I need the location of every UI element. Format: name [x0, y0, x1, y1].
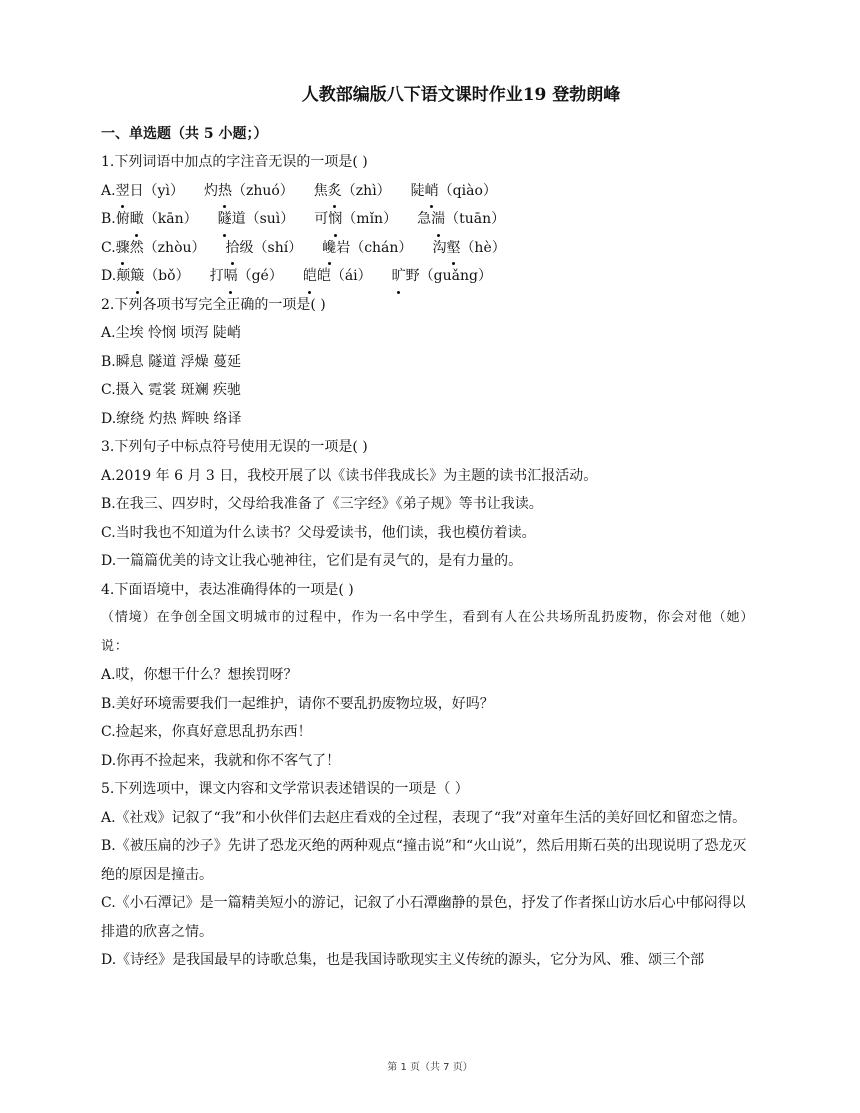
option-b: B.《被压扁的沙子》先讲了恐龙灭绝的两种观点“撞击说”和“火山说”，然后用斯石英的出现说明了恐龙灭绝的原因是撞击。 — [101, 838, 747, 883]
emphasized-character: 簸 — [130, 262, 144, 291]
option-word: 急湍（tuān） — [417, 205, 505, 234]
option-word: 可悯（mǐn） — [314, 205, 397, 234]
option-c: C.当时我也不知道为什么读书？父母爱读书，他们读，我也模仿着读。 — [101, 524, 536, 541]
option-word: 颠簸（bǒ） — [116, 262, 189, 291]
emphasized-character: 峭 — [425, 177, 439, 206]
section-heading: 一、单选题（共 5 小题；） — [101, 126, 268, 142]
option-a: A.尘埃 怜悯 顷泻 陡峭 — [101, 325, 241, 341]
question-1 — [101, 148, 753, 291]
option-word: 打嗝（gé） — [210, 262, 283, 291]
option-d: D.一篇篇优美的诗文让我心驰神往，它们是有灵气的，是有力量的。 — [101, 553, 523, 569]
question-2 — [101, 291, 753, 434]
question-3 — [101, 433, 753, 576]
option-prefix: B. — [101, 211, 116, 227]
emphasized-character: 隧 — [218, 205, 232, 234]
option-word: 陡峭（qiào） — [411, 177, 497, 206]
emphasized-character: 巉 — [322, 234, 336, 263]
option-prefix: D. — [101, 268, 117, 284]
option-d — [101, 262, 753, 291]
option-b — [101, 205, 753, 234]
option-prefix: A. — [101, 182, 116, 199]
question-4 — [101, 576, 753, 776]
emphasized-character: 炙 — [328, 177, 342, 206]
option-c: C.摄入 霓裳 斑斓 疾驰 — [101, 382, 242, 398]
option-b: B.美好环境需要我们一起维护，请你不要乱扔废物垃圾，好吗？ — [101, 695, 494, 712]
document-title: 人教部编版八下语文课时作业19 登勃朗峰 — [301, 85, 621, 105]
option-word: 焦炙（zhì） — [314, 177, 391, 206]
option-a: A.《社戏》记叙了“我”和小伙伴们去赵庄看戏的全过程，表现了“我”对童年生活的美好回忆和留恋之情。 — [101, 809, 747, 826]
emphasized-character: 旷 — [392, 262, 406, 291]
emphasized-character: 热 — [218, 177, 232, 206]
option-word: 俯瞰（kān） — [116, 205, 198, 234]
emphasized-character: 拾 — [226, 234, 240, 263]
option-word: 巉岩（chán） — [322, 234, 412, 263]
emphasized-character: 嗝 — [224, 262, 238, 291]
option-word: 皑皑（ái） — [303, 262, 372, 291]
option-word: 旷野（guǎng） — [392, 262, 492, 291]
question-stem: 3.下列句子中标点符号使用无误的一项是( ) — [101, 439, 368, 455]
emphasized-character: 皑 — [303, 262, 317, 291]
option-word: 骤然（zhòu） — [116, 234, 206, 263]
emphasized-character: 骤 — [116, 234, 130, 263]
emphasized-character: 瞰 — [130, 205, 144, 234]
question-5 — [101, 775, 753, 975]
question-stem: 2.下列各项书写完全正确的一项是( ) — [101, 296, 326, 313]
question-stem: 1.下列词语中加点的字注音无误的一项是( ) — [101, 154, 368, 170]
option-d: D.你再不捡起来，我就和你不客气了！ — [101, 752, 341, 769]
question-stem: 4.下面语境中，表达准确得体的一项是( ) — [101, 581, 354, 598]
option-a: A.哎，你想干什么？想挨罚呀？ — [101, 667, 298, 683]
question-context: （情境）在争创全国文明城市的过程中，作为一名中学生，看到有人在公共场所乱扔废物，你会对他（她）说： — [101, 610, 748, 654]
emphasized-character: 壑 — [446, 234, 460, 263]
option-word: 沟壑（hè） — [432, 234, 505, 263]
emphasized-character: 湍 — [431, 205, 445, 234]
option-a — [101, 177, 753, 206]
option-word: 隧道（suì） — [218, 205, 295, 234]
question-content — [101, 120, 753, 975]
question-stem: 5.下列选项中，课文内容和文学常识表述错误的一项是（ ） — [101, 781, 469, 797]
option-word: 灼热（zhuó） — [204, 177, 294, 206]
option-d: D.《诗经》是我国最早的诗歌总集，也是我国诗歌现实主义传统的源头，它分为风、雅、颂三个部 — [101, 952, 705, 968]
question-1-options — [101, 177, 753, 291]
option-c — [101, 234, 753, 263]
emphasized-character: 翌 — [116, 177, 130, 206]
option-word: 拾级（shí） — [226, 234, 303, 263]
option-prefix: C. — [101, 239, 116, 256]
option-c: C.捡起来，你真好意思乱扔东西！ — [101, 724, 312, 740]
option-d: D.缭绕 灼热 辉映 络译 — [101, 410, 242, 427]
option-word: 翌日（yì） — [116, 177, 184, 206]
page-footer: 第 1 页（共 7 页） — [387, 1062, 473, 1073]
option-c: C.《小石潭记》是一篇精美短小的游记，记叙了小石潭幽静的景色，抒发了作者探山访水后心中郁闷得以排遣的欣喜之情。 — [101, 895, 746, 940]
emphasized-character: 悯 — [328, 205, 342, 234]
option-a: A.2019 年 6 月 3 日，我校开展了以《读书伴我成长》为主题的读书汇报活动。 — [101, 467, 598, 484]
option-b: B.在我三、四岁时，父母给我准备了《三字经》《弟子规》等书让我读。 — [101, 496, 543, 512]
option-b: B.瞬息 隧道 浮燥 蔓延 — [101, 353, 242, 370]
